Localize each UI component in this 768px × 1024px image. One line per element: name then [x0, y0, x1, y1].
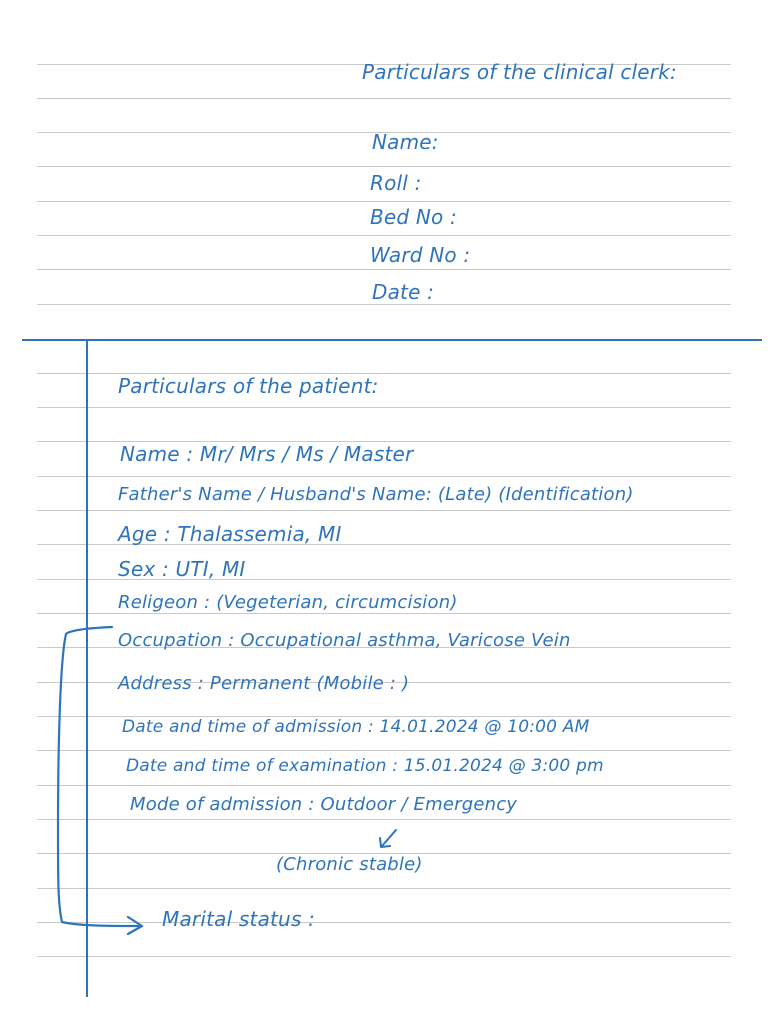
patient-heading: Particulars of the patient:	[118, 374, 379, 398]
ruled-line	[37, 510, 731, 511]
ruled-line	[37, 166, 731, 167]
section-divider	[22, 339, 762, 341]
ruled-line	[37, 201, 731, 202]
patient-address-line: Address : Permanent (Mobile : )	[118, 673, 410, 694]
ruled-line	[37, 407, 731, 408]
patient-examination-line: Date and time of examination : 15.01.2024 @ 3:00 pm	[126, 756, 604, 776]
ruled-line	[37, 922, 731, 923]
ruled-line	[37, 476, 731, 477]
patient-religion-line: Religeon : (Vegeterian, circumcision)	[118, 592, 458, 613]
ruled-line	[37, 888, 731, 889]
patient-occupation-line: Occupation : Occupational asthma, Varicose Vein	[118, 630, 571, 651]
down-arrow	[382, 830, 396, 846]
clerk-bed-field: Bed No :	[370, 205, 457, 229]
ruled-line	[37, 304, 731, 305]
clerk-ward-field: Ward No :	[370, 243, 471, 267]
patient-mode-line: Mode of admission : Outdoor / Emergency	[130, 794, 518, 815]
ruled-line	[37, 235, 731, 236]
patient-admission-line: Date and time of admission : 14.01.2024 @ 10:00 AM	[122, 717, 590, 737]
clerk-date-field: Date :	[372, 280, 435, 304]
bracket-arrowhead	[128, 917, 142, 934]
down-arrowhead	[380, 838, 390, 847]
chronic-stable-note: (Chronic stable)	[276, 854, 423, 875]
clerk-name-field: Name:	[372, 130, 439, 154]
marital-status-line: Marital status :	[162, 907, 316, 931]
clerk-heading: Particulars of the clinical clerk:	[362, 60, 677, 84]
ruled-line	[37, 750, 731, 751]
bracket-arrow	[58, 627, 140, 926]
ruled-line	[37, 956, 731, 957]
ruled-line	[37, 819, 731, 820]
margin-line	[86, 339, 88, 997]
ruled-line	[37, 269, 731, 270]
patient-sex-line: Sex : UTI, MI	[118, 557, 246, 581]
ruled-line	[37, 785, 731, 786]
patient-father-line: Father's Name / Husband's Name: (Late) (Identification)	[118, 484, 634, 505]
patient-age-line: Age : Thalassemia, MI	[118, 522, 342, 546]
patient-name-line: Name : Mr/ Mrs / Ms / Master	[120, 442, 414, 466]
ruled-line	[37, 98, 731, 99]
clerk-roll-field: Roll :	[370, 171, 422, 195]
ruled-line	[37, 613, 731, 614]
